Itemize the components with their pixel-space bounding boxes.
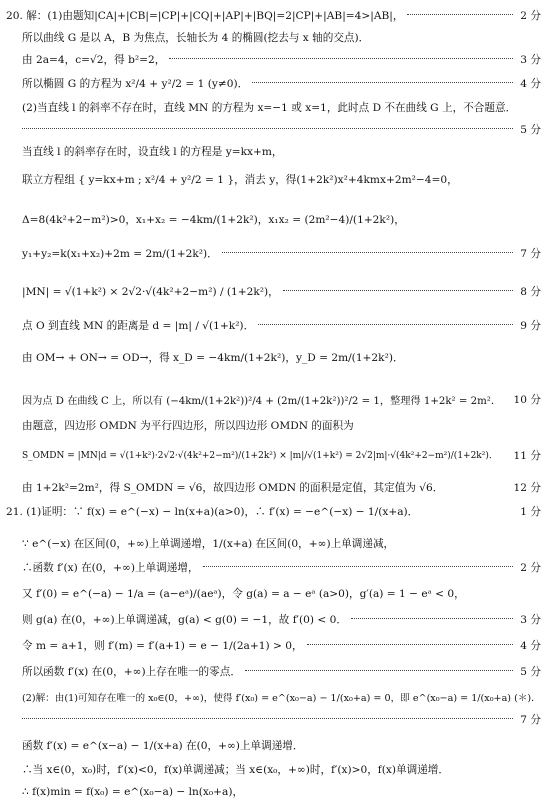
score-mark: 12 分 xyxy=(513,482,541,494)
leader-dots xyxy=(222,252,513,253)
line-text: (2)解：由(1)可知存在唯一的 x₀∈(0，+∞)，使得 f′(x₀) = e^(x₀−a) − 1/(x₀+a) = 0，即 e^(x₀−a) = 1/(x₀+a) (＊)． xyxy=(22,693,541,704)
line-text: 当直线 l 的斜率存在时，设直线 l 的方程是 y=kx+m， xyxy=(22,146,283,158)
leader-dots xyxy=(245,670,513,671)
line-text: 由 1+2k²=2m²，得 S_OMDN = √6，故四边形 OMDN 的面积是定值，其定值为 √6． xyxy=(22,482,444,494)
line-text: (2)当直线 l 的斜率不存在时，直线 MN 的方程为 x=−1 或 x=1，此时点 D 不在曲线 G 上，不合题意． xyxy=(22,102,517,114)
score-mark: 2 分 xyxy=(520,10,541,22)
line-text: 所以曲线 G 是以 A，B 为焦点，长轴长为 4 的椭圆(挖去与 x 轴的交点)． xyxy=(22,32,370,44)
score-mark: 5 分 xyxy=(520,666,541,678)
line-text: 由题意，四边形 OMDN 为平行四边形，所以四边形 OMDN 的面积为 xyxy=(22,420,354,432)
line-text: 由 OM→ + ON→ = OD→，得 x_D = −4km/(1+2k²)，y_D = 2m/(1+2k²)． xyxy=(22,352,404,364)
leader-dots xyxy=(258,324,513,325)
line-text: 由 2a=4，c=√2，得 b²=2， xyxy=(22,54,166,66)
score-mark: 1 分 xyxy=(520,506,541,518)
line-text: 联立方程组 { y=kx+m ; x²/4 + y²/2 = 1 }，消去 y，得(1+2k²)x²+4kmx+2m²−4=0， xyxy=(22,174,458,186)
leader-dots xyxy=(351,618,513,619)
leader-dots xyxy=(252,82,513,83)
score-mark: 3 分 xyxy=(520,54,541,66)
line-text: y₁+y₂=k(x₁+x₂)+2m = 2m/(1+2k²)． xyxy=(22,248,218,260)
line-text: ∴函数 f′(x) 在(0，+∞)上单调递增， xyxy=(22,562,199,574)
line-text: 函数 f′(x) = e^(x−a) − 1/(x+a) 在(0，+∞)上单调递增． xyxy=(22,740,304,752)
line-text: |MN| = √(1+k²) × 2√2·√(4k²+2−m²) / (1+2k²)， xyxy=(22,286,279,298)
line-text: ∵ e^(−x) 在区间(0，+∞)上单调递增，1/(x+a) 在区间(0，+∞)上单调递减， xyxy=(22,538,395,550)
line-text: ∴ f(x)min = f(x₀) = e^(x₀−a) − ln(x₀+a)， xyxy=(22,786,244,798)
leader-dots xyxy=(407,14,513,15)
score-mark: 7 分 xyxy=(520,714,541,726)
leader-dots xyxy=(203,566,513,567)
line-text: 20. 解：(1)由题知|CA|+|CB|=|CP|+|CQ|+|AP|+|BQ|=2|CP|+|AB|=4>|AB|， xyxy=(6,10,404,22)
score-mark: 11 分 xyxy=(513,450,541,462)
score-mark: 2 分 xyxy=(520,562,541,574)
leader-dots xyxy=(169,58,513,59)
leader-dots xyxy=(22,128,513,129)
line-text: 令 m = a+1，则 f′(m) = f′(a+1) = e − 1/(2a+1) > 0， xyxy=(22,640,303,652)
line-text: 点 O 到直线 MN 的距离是 d = |m| / √(1+k²)． xyxy=(22,320,255,332)
score-mark: 9 分 xyxy=(520,320,541,332)
score-mark: 5 分 xyxy=(520,124,541,136)
line-text: 所以椭圆 G 的方程为 x²/4 + y²/2 = 1 (y≠0)． xyxy=(22,78,249,90)
line-text: Δ=8(4k²+2−m²)>0，x₁+x₂ = −4km/(1+2k²)，x₁x₂ = (2m²−4)/(1+2k²)， xyxy=(22,214,405,226)
score-mark: 4 分 xyxy=(520,640,541,652)
line-text: ∴当 x∈(0，x₀)时，f′(x)<0，f(x)单调递减；当 x∈(x₀，+∞)时，f′(x)>0，f(x)单调递增． xyxy=(22,764,449,776)
line-text: 又 f′(0) = e^(−a) − 1/a = (a−eᵃ)/(aeᵃ)，令 g(a) = a − eᵃ (a>0)，g′(a) = 1 − eᵃ < 0， xyxy=(22,588,465,600)
score-mark: 3 分 xyxy=(520,614,541,626)
leader-dots xyxy=(307,644,513,645)
leader-dots xyxy=(22,718,513,719)
score-mark: 8 分 xyxy=(520,286,541,298)
leader-dots xyxy=(283,290,513,291)
score-mark: 7 分 xyxy=(520,248,541,260)
line-text: S_OMDN = |MN|d = √(1+k²)·2√2·√(4k²+2−m²)/(1+2k²) × |m|/√(1+k²) = 2√2|m|·√(4k²+2−m²)/(1+2k²)． xyxy=(22,451,498,461)
line-text: 则 g(a) 在(0，+∞)上单调递减，g(a) < g(0) = −1，故 f′(0) < 0． xyxy=(22,614,347,626)
line-text: 所以函数 f′(x) 在(0，+∞)上存在唯一的零点． xyxy=(22,666,241,678)
score-mark: 10 分 xyxy=(513,394,541,406)
score-mark: 4 分 xyxy=(520,78,541,90)
line-text: 因为点 D 在曲线 C 上，所以有 (−4km/(1+2k²))²/4 + (2m/(1+2k²))²/2 = 1，整理得 1+2k² = 2m²． xyxy=(22,396,502,407)
line-text: 21. (1)证明：∵ f(x) = e^(−x) − ln(x+a)(a>0)，∴ f′(x) = −e^(−x) − 1/(x+a)． xyxy=(6,506,419,518)
